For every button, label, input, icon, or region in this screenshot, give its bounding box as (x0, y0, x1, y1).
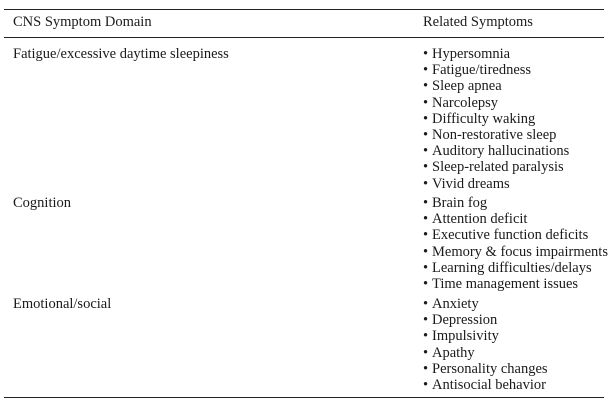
bullet-icon: • (423, 312, 429, 329)
list-item (423, 176, 569, 192)
list-item (423, 127, 569, 143)
bullet-icon: • (423, 195, 429, 211)
symptom-label: Auditory hallucinations (432, 143, 570, 160)
bullet-icon: • (423, 344, 429, 361)
symptom-label: Difficulty waking (432, 110, 536, 127)
symptom-list-cognition (423, 195, 608, 292)
bullet-icon: • (423, 243, 429, 260)
symptom-label: Impulsivity (432, 328, 499, 345)
symptom-label: Brain fog (432, 195, 488, 211)
list-item (423, 377, 548, 393)
bullet-icon: • (423, 62, 429, 79)
bullet-icon: • (423, 259, 429, 276)
bullet-icon: • (423, 94, 429, 111)
list-item (423, 227, 608, 243)
list-item (423, 195, 608, 211)
list-item (423, 296, 548, 312)
list-item (423, 143, 569, 159)
bullet-icon: • (423, 328, 429, 345)
symptom-label: Non-restorative sleep (432, 127, 557, 144)
symptom-label: Executive function deficits (432, 227, 589, 244)
bullet-icon: • (423, 78, 429, 95)
symptom-label: Sleep-related paralysis (432, 159, 564, 176)
bullet-icon: • (423, 127, 429, 144)
list-item (423, 244, 608, 260)
row-domain-emotional: Emotional/social (13, 296, 112, 312)
symptom-label: Apathy (432, 344, 475, 361)
list-item (423, 276, 608, 292)
bullet-icon: • (423, 276, 429, 293)
list-item (423, 260, 608, 276)
list-item (423, 211, 608, 227)
bullet-icon: • (423, 360, 429, 377)
header-domain: CNS Symptom Domain (13, 14, 152, 30)
symptom-list-fatigue (423, 46, 569, 192)
list-item (423, 95, 569, 111)
table-bottom-rule (4, 397, 604, 398)
symptom-label: Time management issues (432, 276, 579, 293)
symptom-label: Personality changes (432, 360, 548, 377)
table-header-rule (4, 37, 604, 38)
list-item (423, 78, 569, 94)
symptom-label: Learning difficulties/delays (432, 259, 592, 276)
list-item (423, 62, 569, 78)
list-item (423, 111, 569, 127)
list-item (423, 328, 548, 344)
bullet-icon: • (423, 175, 429, 192)
row-domain-cognition: Cognition (13, 195, 72, 211)
list-item (423, 361, 548, 377)
header-symptoms: Related Symptoms (423, 14, 533, 30)
symptom-label: Hypersomnia (432, 46, 511, 62)
symptom-label: Vivid dreams (432, 175, 510, 192)
bullet-icon: • (423, 159, 429, 176)
bullet-icon: • (423, 227, 429, 244)
bullet-icon: • (423, 143, 429, 160)
symptom-list-emotional (423, 296, 548, 393)
symptom-label: Memory & focus impairments (432, 243, 608, 260)
bullet-icon: • (423, 110, 429, 127)
bullet-icon: • (423, 377, 429, 394)
bullet-icon: • (423, 296, 429, 312)
list-item (423, 345, 548, 361)
table-top-rule (4, 9, 604, 10)
symptom-label: Narcolepsy (432, 94, 499, 111)
row-domain-fatigue: Fatigue/excessive daytime sleepiness (13, 46, 229, 62)
symptom-label: Depression (432, 312, 498, 329)
symptom-label: Attention deficit (432, 211, 528, 228)
symptom-label: Antisocial behavior (432, 377, 546, 394)
bullet-icon: • (423, 211, 429, 228)
list-item (423, 312, 548, 328)
list-item (423, 159, 569, 175)
symptom-label: Sleep apnea (432, 78, 502, 95)
symptom-label: Fatigue/tiredness (432, 62, 532, 79)
symptom-label: Anxiety (432, 296, 479, 312)
bullet-icon: • (423, 46, 429, 62)
list-item (423, 46, 569, 62)
